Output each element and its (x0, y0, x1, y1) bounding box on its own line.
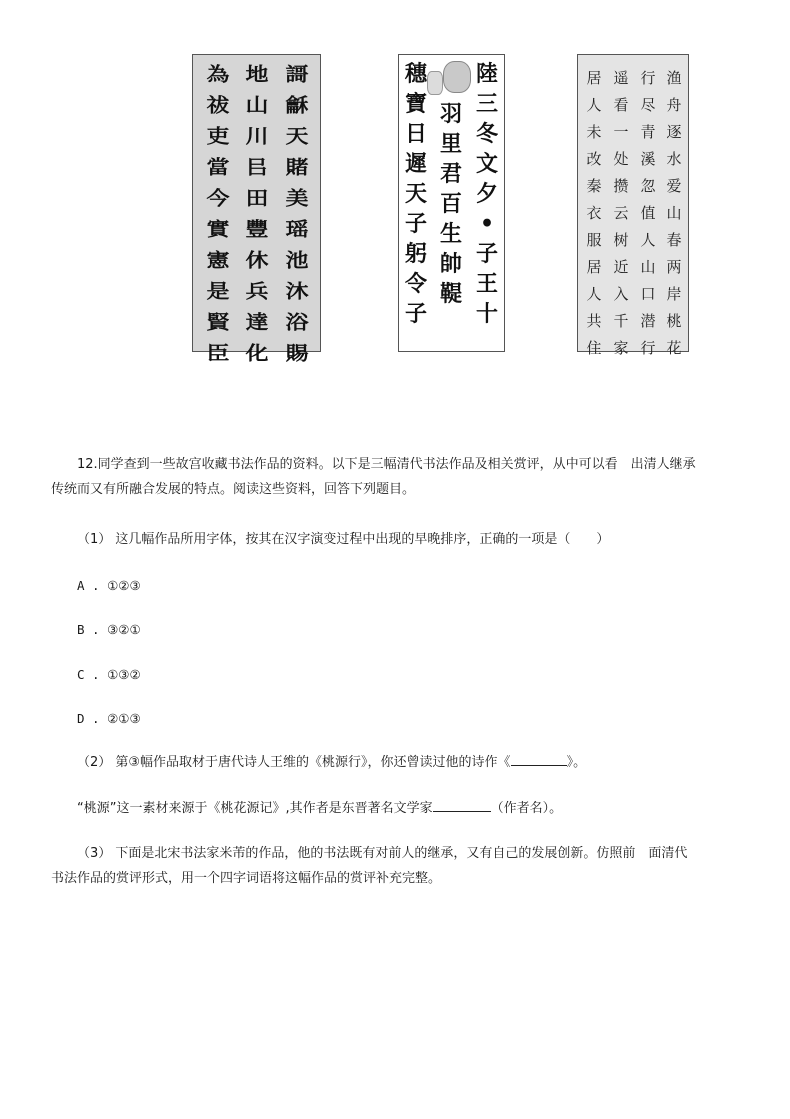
glyph: 秦 (586, 177, 602, 195)
sub2-text-b: 》。 (566, 755, 587, 770)
glyph: 岸 (666, 285, 682, 303)
glyph: 潜 (640, 312, 656, 330)
glyph: 里 (439, 131, 462, 157)
seal-stamp (443, 61, 471, 93)
scroll-1-col-left (200, 59, 236, 369)
question-intro (51, 452, 757, 502)
glyph: 遥 (613, 69, 629, 87)
glyph: 王 (475, 271, 498, 297)
glyph: 臣 (206, 342, 230, 365)
glyph: 今 (206, 187, 230, 210)
glyph: 天 (285, 125, 309, 148)
glyph: 憲 (206, 249, 230, 272)
glyph: 山 (640, 258, 656, 276)
calligraphy-scroll-regular (577, 54, 689, 357)
option-b[interactable]: B . ③②① (77, 622, 141, 637)
glyph: 共 (586, 312, 602, 330)
glyph: 攒 (613, 177, 629, 195)
glyph: 春 (666, 231, 682, 249)
glyph: 地 (245, 63, 269, 86)
glyph: 夕 (475, 181, 498, 207)
calligraphy-figures (0, 0, 790, 365)
glyph: 忽 (640, 177, 656, 195)
glyph: 沐 (285, 280, 309, 303)
glyph: 祓 (206, 94, 230, 117)
glyph: 實 (206, 218, 230, 241)
glyph: 君 (439, 161, 462, 187)
calligraphy-scroll-seal (398, 54, 505, 352)
scroll-1-col-right (279, 59, 315, 369)
glyph: 行 (640, 339, 656, 357)
glyph: 豐 (245, 218, 269, 241)
glyph: 文 (475, 151, 498, 177)
glyph: 穗 (404, 61, 427, 87)
intro-line-1: 12.同学查到一些故宫收藏书法作品的资料。以下是三幅清代书法作品及相关赏评，从中可以看 出清人继承 (77, 457, 696, 472)
glyph: 云 (613, 204, 629, 222)
glyph: 休 (245, 249, 269, 272)
scroll-2-col-middle (435, 99, 467, 309)
glyph: 兵 (245, 280, 269, 303)
answer-blank[interactable] (511, 751, 567, 766)
glyph: 服 (586, 231, 602, 249)
glyph: 川 (245, 125, 269, 148)
glyph: 居 (586, 258, 602, 276)
glyph: 人 (640, 231, 656, 249)
glyph: 一 (613, 123, 629, 141)
glyph: 池 (285, 249, 309, 272)
glyph: 吏 (206, 125, 230, 148)
glyph: 子 (475, 241, 498, 267)
scroll-1-col-middle (239, 59, 275, 369)
glyph: 陸 (475, 61, 498, 87)
glyph: 寶 (404, 91, 427, 117)
glyph: 當 (206, 156, 230, 179)
calligraphy-scroll-clerical (192, 54, 321, 365)
glyph: 賜 (285, 342, 309, 365)
scroll-2-col-left (401, 59, 431, 329)
glyph: 鞮 (439, 281, 462, 307)
glyph: 逐 (666, 123, 682, 141)
glyph: 龢 (285, 94, 309, 117)
glyph: 口 (640, 285, 656, 303)
glyph: 爱 (666, 177, 682, 195)
glyph: 瑶 (285, 218, 309, 241)
glyph: 三 (475, 91, 498, 117)
option-c[interactable]: C . ①③② (77, 667, 141, 682)
glyph: 美 (285, 187, 309, 210)
glyph: 冬 (475, 121, 498, 147)
glyph: 溪 (640, 150, 656, 168)
sub2b-text-a: “桃源”这一素材来源于《桃花源记》,其作者是东晋著名文学家 (77, 801, 433, 816)
glyph: 生 (439, 221, 462, 247)
glyph: 处 (613, 150, 629, 168)
scroll-3-col-2 (635, 65, 661, 362)
glyph: 山 (666, 204, 682, 222)
sub-question-2 (77, 750, 586, 775)
glyph: 謌 (285, 63, 309, 86)
glyph: 千 (613, 312, 629, 330)
glyph: 近 (613, 258, 629, 276)
intro-line-2: 传统而又有所融合发展的特点。阅读这些资料，回答下列题目。 (51, 482, 416, 497)
scroll-2-col-right (471, 59, 503, 329)
glyph: 未 (586, 123, 602, 141)
glyph: 值 (640, 204, 656, 222)
glyph: • (479, 211, 495, 237)
scroll-3-col-3 (608, 65, 634, 362)
glyph: 令 (404, 271, 427, 297)
glyph: 子 (404, 211, 427, 237)
glyph: 天 (404, 181, 427, 207)
glyph: 两 (666, 258, 682, 276)
glyph: 水 (666, 150, 682, 168)
glyph: 入 (613, 285, 629, 303)
glyph: 衣 (586, 204, 602, 222)
glyph: 浴 (285, 311, 309, 334)
scroll-3-col-1 (661, 65, 687, 362)
glyph: 树 (613, 231, 629, 249)
glyph: 山 (245, 94, 269, 117)
sub3-line-2: 书法作品的赏评形式，用一个四字词语将这幅作品的赏评补充完整。 (51, 871, 442, 886)
glyph: 人 (586, 285, 602, 303)
answer-blank[interactable] (433, 797, 491, 812)
sub-question-3 (51, 841, 757, 891)
option-d[interactable]: D . ②①③ (77, 711, 141, 726)
scroll-3-col-4 (581, 65, 607, 362)
glyph: 渔 (666, 69, 682, 87)
glyph: 舟 (666, 96, 682, 114)
glyph: 遲 (404, 151, 427, 177)
glyph: 田 (245, 187, 269, 210)
glyph: 子 (404, 301, 427, 327)
glyph: 尽 (640, 96, 656, 114)
sub2b-text-b: （作者名）。 (490, 801, 563, 816)
glyph: 居 (586, 69, 602, 87)
glyph: 住 (586, 339, 602, 357)
glyph: 達 (245, 311, 269, 334)
glyph: 日 (404, 121, 427, 147)
sub-question-1: （1） 这几幅作品所用字体，按其在汉字演变过程中出现的早晚排序，正确的一项是（ ） (77, 532, 610, 547)
glyph: 看 (613, 96, 629, 114)
glyph: 躬 (404, 241, 427, 267)
option-a[interactable]: A . ①②③ (77, 578, 141, 593)
glyph: 賢 (206, 311, 230, 334)
glyph: 人 (586, 96, 602, 114)
glyph: 十 (475, 301, 498, 327)
glyph: 行 (640, 69, 656, 87)
glyph: 羽 (439, 101, 462, 127)
glyph: 賭 (285, 156, 309, 179)
glyph: 改 (586, 150, 602, 168)
glyph: 㠯 (245, 156, 269, 179)
glyph: 是 (206, 280, 230, 303)
glyph: 青 (640, 123, 656, 141)
sub-question-2-followup (77, 796, 562, 821)
glyph: 桃 (666, 312, 682, 330)
sub3-line-1: （3） 下面是北宋书法家米芾的作品，他的书法既有对前人的继承，又有自己的发展创新。仿照前 面清代 (77, 846, 688, 861)
glyph: 帥 (439, 251, 462, 277)
glyph: 百 (439, 191, 462, 217)
glyph: 家 (613, 339, 629, 357)
glyph: 花 (666, 339, 682, 357)
sub2-text-a: （2） 第③幅作品取材于唐代诗人王维的《桃源行》，你还曾读过他的诗作《 (77, 755, 511, 770)
glyph: 為 (206, 63, 230, 86)
glyph: 化 (245, 342, 269, 365)
